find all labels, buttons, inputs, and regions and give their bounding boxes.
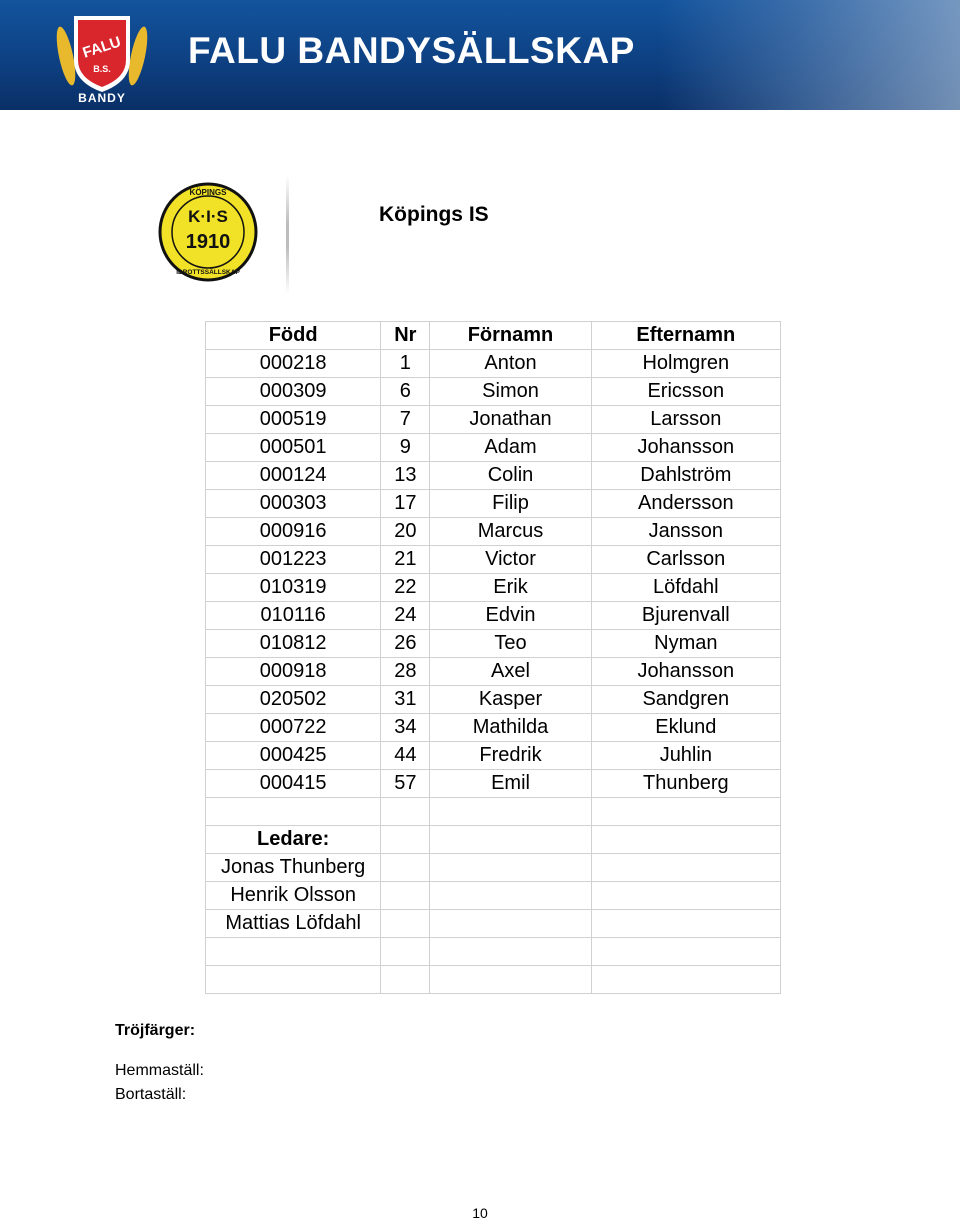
leader-rows bbox=[206, 798, 781, 994]
cell-fodd: 000425 bbox=[206, 742, 381, 770]
cell-fornamn: Colin bbox=[430, 462, 591, 490]
table-row bbox=[206, 854, 781, 882]
cell-fornamn: Simon bbox=[430, 378, 591, 406]
cell-fodd: 000415 bbox=[206, 770, 381, 798]
table-row bbox=[206, 770, 781, 798]
header-banner bbox=[0, 0, 960, 110]
cell-fodd: 000124 bbox=[206, 462, 381, 490]
logo-bottom-text: IDROTTSSÄLLSKAP bbox=[176, 269, 240, 276]
cell-efternamn: Dahlström bbox=[591, 462, 780, 490]
table-row bbox=[206, 546, 781, 574]
cell-fodd: 000303 bbox=[206, 490, 381, 518]
jersey-colors-title: Tröjfärger: bbox=[115, 1022, 196, 1039]
cell-fodd: 001223 bbox=[206, 546, 381, 574]
cell-fodd: 000309 bbox=[206, 378, 381, 406]
cell-efternamn: Bjurenvall bbox=[591, 602, 780, 630]
header-efternamn: Efternamn bbox=[591, 322, 780, 350]
cell-efternamn: Johansson bbox=[591, 434, 780, 462]
table-row bbox=[206, 742, 781, 770]
cell-fornamn: Axel bbox=[430, 658, 591, 686]
table-row bbox=[206, 882, 781, 910]
away-kit-label: Bortaställ: bbox=[115, 1086, 187, 1103]
cell-fornamn: Victor bbox=[430, 546, 591, 574]
header-fodd: Född bbox=[206, 322, 381, 350]
cell-nr: 1 bbox=[381, 350, 430, 378]
cell-fornamn: Teo bbox=[430, 630, 591, 658]
logo-top-text: KÖPINGS bbox=[189, 188, 227, 197]
cell-fornamn: Emil bbox=[430, 770, 591, 798]
cell-nr: 17 bbox=[381, 490, 430, 518]
player-rows bbox=[206, 350, 781, 798]
cell-nr: 9 bbox=[381, 434, 430, 462]
leaders-label: Ledare: bbox=[206, 826, 381, 854]
cell-fodd: 000218 bbox=[206, 350, 381, 378]
cell-nr: 34 bbox=[381, 714, 430, 742]
table-row bbox=[206, 714, 781, 742]
logo-letters: K·I·S bbox=[188, 207, 228, 226]
cell-efternamn: Jansson bbox=[591, 518, 780, 546]
banner-photo bbox=[660, 0, 960, 110]
cell-nr: 44 bbox=[381, 742, 430, 770]
table-row bbox=[206, 462, 781, 490]
cell-efternamn: Andersson bbox=[591, 490, 780, 518]
table-row bbox=[206, 518, 781, 546]
cell-fodd: 000916 bbox=[206, 518, 381, 546]
cell-fornamn: Adam bbox=[430, 434, 591, 462]
cell-nr: 31 bbox=[381, 686, 430, 714]
cell-efternamn: Eklund bbox=[591, 714, 780, 742]
cell-nr: 7 bbox=[381, 406, 430, 434]
cell-efternamn: Löfdahl bbox=[591, 574, 780, 602]
table-row bbox=[206, 658, 781, 686]
vertical-divider bbox=[286, 176, 289, 294]
table-row bbox=[206, 630, 781, 658]
cell-nr: 21 bbox=[381, 546, 430, 574]
logo-subtext: B.S. bbox=[93, 64, 111, 74]
club-name: Köpings IS bbox=[379, 203, 489, 226]
cell-efternamn: Holmgren bbox=[591, 350, 780, 378]
banner-title: FALU BANDYSÄLLSKAP bbox=[188, 30, 635, 71]
kopings-is-logo bbox=[158, 182, 258, 282]
cell-fodd: 020502 bbox=[206, 686, 381, 714]
leader-name: Mattias Löfdahl bbox=[206, 910, 381, 938]
cell-nr: 6 bbox=[381, 378, 430, 406]
cell-fornamn: Filip bbox=[430, 490, 591, 518]
cell-efternamn: Sandgren bbox=[591, 686, 780, 714]
falu-bs-logo bbox=[52, 8, 152, 104]
cell-fodd: 000918 bbox=[206, 658, 381, 686]
cell-fodd: 010116 bbox=[206, 602, 381, 630]
table-row bbox=[206, 434, 781, 462]
table-header-row bbox=[206, 322, 781, 350]
cell-efternamn: Johansson bbox=[591, 658, 780, 686]
table-row bbox=[206, 826, 781, 854]
leader-name: Henrik Olsson bbox=[206, 882, 381, 910]
cell-nr: 24 bbox=[381, 602, 430, 630]
table-row bbox=[206, 574, 781, 602]
cell-fodd: 000501 bbox=[206, 434, 381, 462]
table-row bbox=[206, 350, 781, 378]
table-row bbox=[206, 798, 781, 826]
cell-fornamn: Edvin bbox=[430, 602, 591, 630]
cell-fodd: 000519 bbox=[206, 406, 381, 434]
home-kit-label: Hemmaställ: bbox=[115, 1062, 204, 1079]
cell-fornamn: Mathilda bbox=[430, 714, 591, 742]
cell-efternamn: Juhlin bbox=[591, 742, 780, 770]
cell-nr: 57 bbox=[381, 770, 430, 798]
cell-efternamn: Carlsson bbox=[591, 546, 780, 574]
cell-efternamn: Larsson bbox=[591, 406, 780, 434]
table-row bbox=[206, 910, 781, 938]
cell-nr: 13 bbox=[381, 462, 430, 490]
cell-fodd: 010319 bbox=[206, 574, 381, 602]
cell-fornamn: Jonathan bbox=[430, 406, 591, 434]
table-row bbox=[206, 406, 781, 434]
cell-nr: 20 bbox=[381, 518, 430, 546]
table-row bbox=[206, 686, 781, 714]
table-row bbox=[206, 966, 781, 994]
cell-fodd: 000722 bbox=[206, 714, 381, 742]
cell-fornamn: Fredrik bbox=[430, 742, 591, 770]
cell-fornamn: Anton bbox=[430, 350, 591, 378]
cell-nr: 26 bbox=[381, 630, 430, 658]
roster-table bbox=[205, 321, 781, 994]
cell-efternamn: Nyman bbox=[591, 630, 780, 658]
cell-efternamn: Ericsson bbox=[591, 378, 780, 406]
header-nr: Nr bbox=[381, 322, 430, 350]
cell-fornamn: Marcus bbox=[430, 518, 591, 546]
logo-text: FALU bbox=[80, 33, 124, 62]
cell-fornamn: Erik bbox=[430, 574, 591, 602]
table-row bbox=[206, 602, 781, 630]
logo-year: 1910 bbox=[185, 231, 231, 253]
cell-nr: 22 bbox=[381, 574, 430, 602]
sport-label: BANDY bbox=[78, 91, 126, 105]
cell-efternamn: Thunberg bbox=[591, 770, 780, 798]
leader-name: Jonas Thunberg bbox=[206, 854, 381, 882]
table-row bbox=[206, 378, 781, 406]
table-row bbox=[206, 490, 781, 518]
cell-fodd: 010812 bbox=[206, 630, 381, 658]
cell-nr: 28 bbox=[381, 658, 430, 686]
header-fornamn: Förnamn bbox=[430, 322, 591, 350]
cell-fornamn: Kasper bbox=[430, 686, 591, 714]
page-number: 10 bbox=[472, 1205, 488, 1221]
table-row bbox=[206, 938, 781, 966]
